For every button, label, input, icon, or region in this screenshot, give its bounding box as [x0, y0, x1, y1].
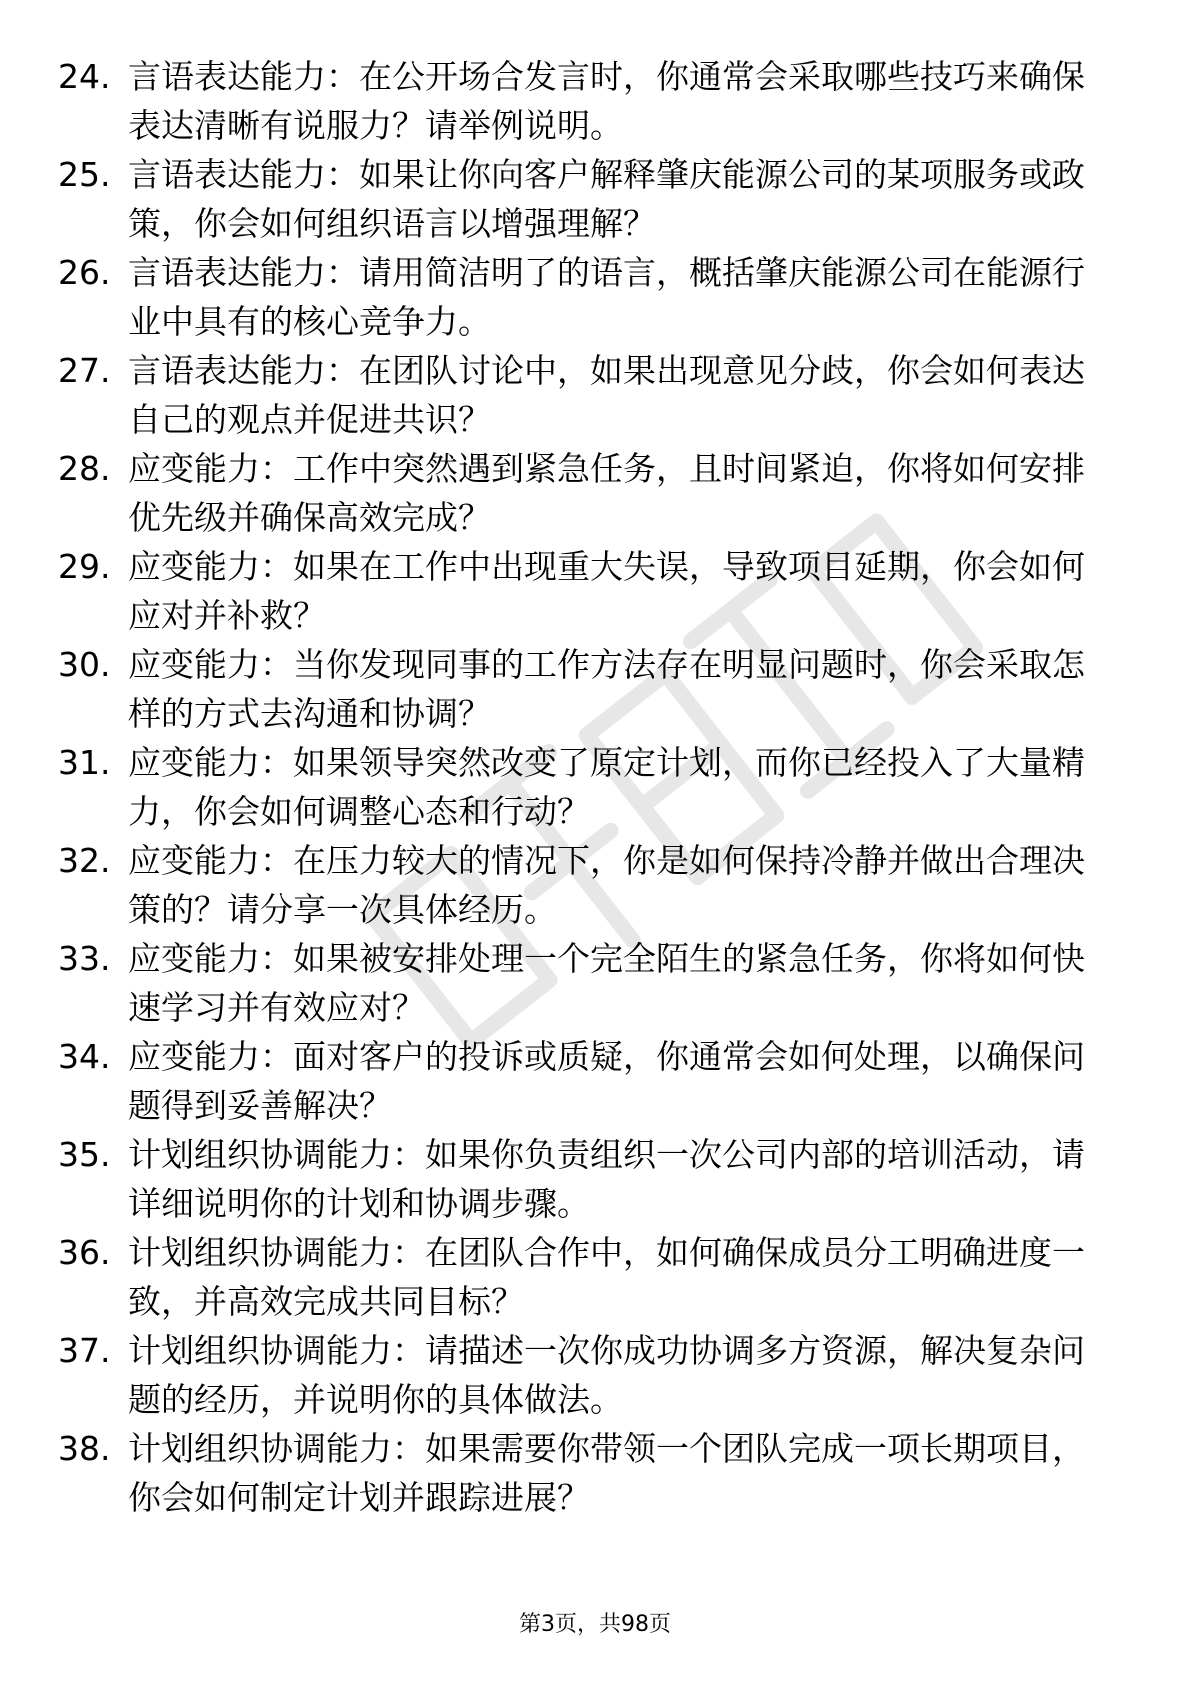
question-text: 应变能力：如果被安排处理一个完全陌生的紧急任务，你将如何快速学习并有效应对？ [128, 939, 1085, 1027]
question-text: 言语表达能力：在公开场合发言时，你通常会采取哪些技巧来确保表达清晰有说服力？请举例说明。 [128, 57, 1085, 145]
question-number: 29. [58, 547, 111, 586]
list-item [58, 52, 1108, 150]
list-item [58, 836, 1108, 934]
question-number: 31. [58, 743, 111, 782]
list-item [58, 640, 1108, 738]
list-item [58, 738, 1108, 836]
question-number: 25. [58, 155, 111, 194]
list-item [58, 1032, 1108, 1130]
question-number: 27. [58, 351, 111, 390]
question-list [58, 52, 1108, 1522]
question-text: 言语表达能力：在团队讨论中，如果出现意见分歧，你会如何表达自己的观点并促进共识？ [128, 351, 1085, 439]
question-text: 计划组织协调能力：如果你负责组织一次公司内部的培训活动，请详细说明你的计划和协调步骤。 [128, 1135, 1085, 1223]
question-text: 言语表达能力：如果让你向客户解释肇庆能源公司的某项服务或政策，你会如何组织语言以增强理解？ [128, 155, 1085, 243]
list-item [58, 248, 1108, 346]
question-text: 应变能力：当你发现同事的工作方法存在明显问题时，你会采取怎样的方式去沟通和协调？ [128, 645, 1085, 733]
question-text: 应变能力：在压力较大的情况下，你是如何保持冷静并做出合理决策的？请分享一次具体经历。 [128, 841, 1085, 929]
question-number: 37. [58, 1331, 111, 1370]
question-number: 34. [58, 1037, 111, 1076]
question-text: 计划组织协调能力：在团队合作中，如何确保成员分工明确进度一致，并高效完成共同目标？ [128, 1233, 1085, 1321]
list-item [58, 150, 1108, 248]
list-item [58, 1228, 1108, 1326]
question-number: 33. [58, 939, 111, 978]
list-item [58, 1424, 1108, 1522]
list-item [58, 1130, 1108, 1228]
question-text: 应变能力：工作中突然遇到紧急任务，且时间紧迫，你将如何安排优先级并确保高效完成？ [128, 449, 1085, 537]
question-number: 38. [58, 1429, 111, 1468]
list-item [58, 542, 1108, 640]
question-text: 计划组织协调能力：如果需要你带领一个团队完成一项长期项目，你会如何制定计划并跟踪进展？ [128, 1429, 1085, 1517]
list-item [58, 444, 1108, 542]
question-number: 30. [58, 645, 111, 684]
list-item [58, 1326, 1108, 1424]
question-number: 36. [58, 1233, 111, 1272]
question-text: 言语表达能力：请用简洁明了的语言，概括肇庆能源公司在能源行业中具有的核心竞争力。 [128, 253, 1085, 341]
question-number: 24. [58, 57, 111, 96]
question-number: 28. [58, 449, 111, 488]
list-item [58, 346, 1108, 444]
question-text: 应变能力：如果领导突然改变了原定计划，而你已经投入了大量精力，你会如何调整心态和行动？ [128, 743, 1085, 831]
question-text: 计划组织协调能力：请描述一次你成功协调多方资源，解决复杂问题的经历，并说明你的具体做法。 [128, 1331, 1085, 1419]
question-text: 应变能力：面对客户的投诉或质疑，你通常会如何处理，以确保问题得到妥善解决？ [128, 1037, 1085, 1125]
question-number: 26. [58, 253, 111, 292]
question-number: 35. [58, 1135, 111, 1174]
list-item [58, 934, 1108, 1032]
page-number: 第3页，共98页 [519, 1612, 671, 1637]
question-number: 32. [58, 841, 111, 880]
question-text: 应变能力：如果在工作中出现重大失误，导致项目延期，你会如何应对并补救？ [128, 547, 1085, 635]
